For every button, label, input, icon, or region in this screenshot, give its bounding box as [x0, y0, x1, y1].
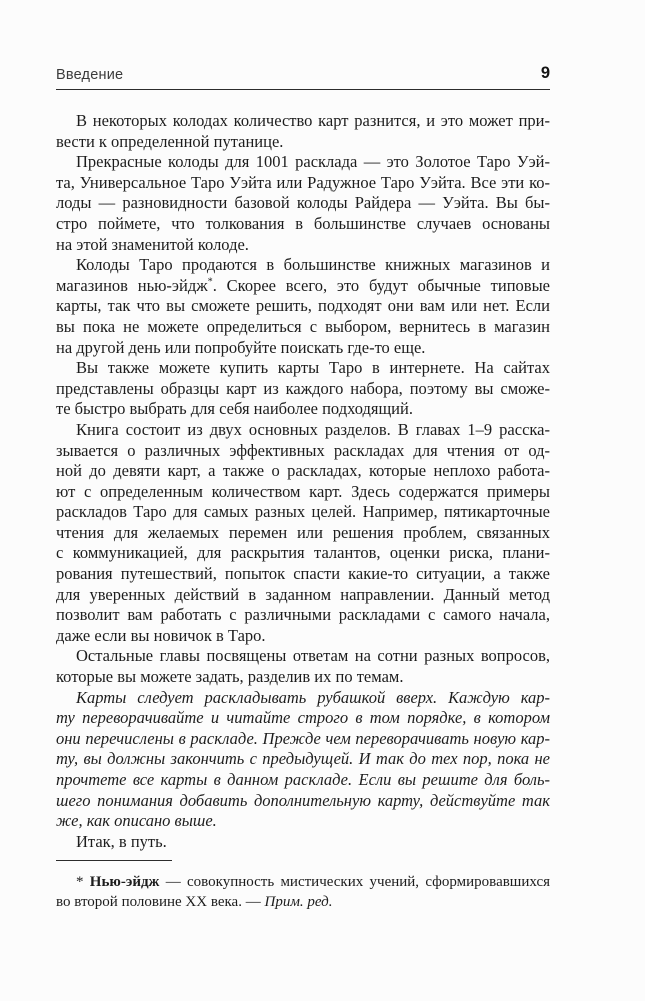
- text-line: [56, 708, 550, 729]
- text-segment: стро поймете, что толкования в большинстве случаев основаны: [56, 213, 550, 233]
- text-segment: даже если вы новичок в Таро.: [56, 625, 266, 645]
- text-segment-b: Нью-эйдж: [89, 874, 160, 891]
- paragraph: [56, 420, 550, 647]
- text-line: [56, 832, 550, 853]
- footnote: [56, 860, 550, 912]
- text-segment: Прекрасные колоды для 1001 расклада — это Золотое Таро Уэй-: [76, 152, 550, 172]
- text-segment-i: Прим. ред.: [264, 894, 333, 911]
- text-line: [56, 214, 550, 235]
- text-segment: рования путешествий, попыток спасти какие-то ситуации, а также: [56, 564, 550, 584]
- text-line: [56, 399, 550, 420]
- text-line: [56, 235, 550, 256]
- text-segment-sup: *: [207, 276, 213, 288]
- text-line: [56, 502, 550, 523]
- text-segment: лоды — разновидности базовой колоды Райдера — Уэйта. Вы бы-: [56, 193, 550, 213]
- paragraph: [56, 646, 550, 687]
- text-segment: ной до девяти карт, а также о раскладах, которые неплохо работа-: [56, 461, 550, 481]
- text-segment: магазинов нью-эйдж: [56, 275, 208, 295]
- text-line: [56, 688, 550, 709]
- text-line: [56, 667, 550, 688]
- text-segment: Вы также можете купить карты Таро в интернете. На сайтах: [76, 358, 550, 378]
- page-header: [56, 64, 550, 90]
- paragraph: [56, 255, 550, 358]
- text-segment: чтения для желаемых перемен или решения проблем, связанных: [56, 522, 550, 542]
- text-segment: на этой знаменитой колоде.: [56, 234, 249, 254]
- text-segment: с коммуникацией, для раскрытия талантов, оценки риска, плани-: [56, 543, 550, 563]
- text-segment: В некоторых колодах количество карт разнится, и это может при-: [76, 111, 550, 130]
- text-line: [56, 173, 550, 194]
- text-line: [56, 564, 550, 585]
- text-segment: они перечислены в раскладе. Прежде чем переворачивать новую кар-: [56, 728, 550, 748]
- paragraph: [56, 358, 550, 420]
- text-line: [56, 379, 550, 400]
- page-number: 9: [540, 64, 550, 82]
- text-segment: зывается о различных эффективных раскладах для чтения от од-: [56, 440, 550, 460]
- text-segment: раскладов Таро для самых разных целей. Например, пятикарточные: [56, 502, 550, 522]
- text-segment: *: [76, 874, 90, 891]
- text-line: [56, 585, 550, 606]
- text-line: [56, 872, 550, 892]
- text-segment: вести к определенной путанице.: [56, 131, 284, 151]
- text-line: [56, 791, 550, 812]
- footnote-text: [56, 872, 550, 912]
- text-segment: представлены образцы карт из каждого набора, поэтому вы сможе-: [56, 378, 550, 398]
- text-segment: те быстро выбрать для себя наиболее подходящий.: [56, 399, 413, 419]
- text-segment: карты, так что вы сможете решить, подходят они вам или нет. Если: [56, 296, 550, 316]
- text-line: [56, 111, 550, 132]
- text-line: [56, 729, 550, 750]
- text-line: [56, 770, 550, 791]
- paragraph: [56, 688, 550, 832]
- text-line: [56, 605, 550, 626]
- text-segment: Карты следует раскладывать рубашкой вверх. Каждую кар-: [76, 687, 550, 707]
- text-segment: — совокупность мистических учений, сформировавшихся: [159, 874, 550, 891]
- text-line: [56, 482, 550, 503]
- text-line: [56, 441, 550, 462]
- footnote-separator: [56, 860, 172, 861]
- text-line: [56, 523, 550, 544]
- text-segment: ту переворачивайте и читайте строго в том порядке, в котором: [56, 708, 550, 728]
- text-segment: позволит вам работать с различными раскладами с самого начала,: [56, 605, 550, 625]
- text-segment: . Скорее всего, это будут обычные типовые: [212, 275, 550, 295]
- text-segment: Колоды Таро продаются в большинстве книжных магазинов и: [76, 255, 550, 275]
- text-line: [56, 749, 550, 770]
- paragraph: [56, 111, 550, 152]
- text-line: [56, 543, 550, 564]
- text-line: [56, 296, 550, 317]
- text-line: [56, 646, 550, 667]
- text-line: [56, 358, 550, 379]
- text-line: [56, 276, 550, 297]
- text-line: [56, 811, 550, 832]
- text-segment: на другой день или попробуйте поискать где-то еще.: [56, 337, 426, 357]
- text-segment: Книга состоит из двух основных разделов. В главах 1–9 расска-: [76, 419, 550, 439]
- text-line: [56, 152, 550, 173]
- running-header-title: Введение: [56, 67, 124, 83]
- text-segment: ту, вы должны закончить с предыдущей. И так до тех пор, пока не: [56, 749, 550, 769]
- text-segment: во второй половине XX века. —: [56, 894, 265, 911]
- paragraph: [56, 832, 550, 853]
- text-segment: вы пока не можете определиться с выбором, вернитесь в магазин: [56, 316, 550, 336]
- paragraph: [56, 152, 550, 255]
- text-line: [56, 193, 550, 214]
- text-line: [56, 255, 550, 276]
- text-segment: ют с определенным количеством карт. Здесь содержатся примеры: [56, 481, 550, 501]
- text-segment: шего понимания добавить дополнительную карту, действуйте так: [56, 790, 550, 810]
- text-segment: для уверенных действий в заданном направлении. Данный метод: [56, 584, 550, 604]
- text-segment: Остальные главы посвящены ответам на сотни разных вопросов,: [76, 646, 550, 666]
- text-segment: которые вы можете задать, разделив их по темам.: [56, 667, 404, 687]
- text-line: [56, 132, 550, 153]
- text-line: [56, 338, 550, 359]
- text-segment: же, как описано выше.: [56, 811, 217, 831]
- text-line: [56, 317, 550, 338]
- page-content: [56, 64, 550, 912]
- text-segment: прочтете все карты в данном раскладе. Если вы решите для боль-: [56, 770, 550, 789]
- page-body: [56, 111, 550, 852]
- text-segment: та, Универсальное Таро Уэйта или Радужное Таро Уэйта. Все эти ко-: [56, 172, 550, 192]
- text-line: [56, 461, 550, 482]
- text-segment: Итак, в путь.: [76, 831, 167, 851]
- text-line: [56, 892, 550, 912]
- text-line: [56, 626, 550, 647]
- text-line: [56, 420, 550, 441]
